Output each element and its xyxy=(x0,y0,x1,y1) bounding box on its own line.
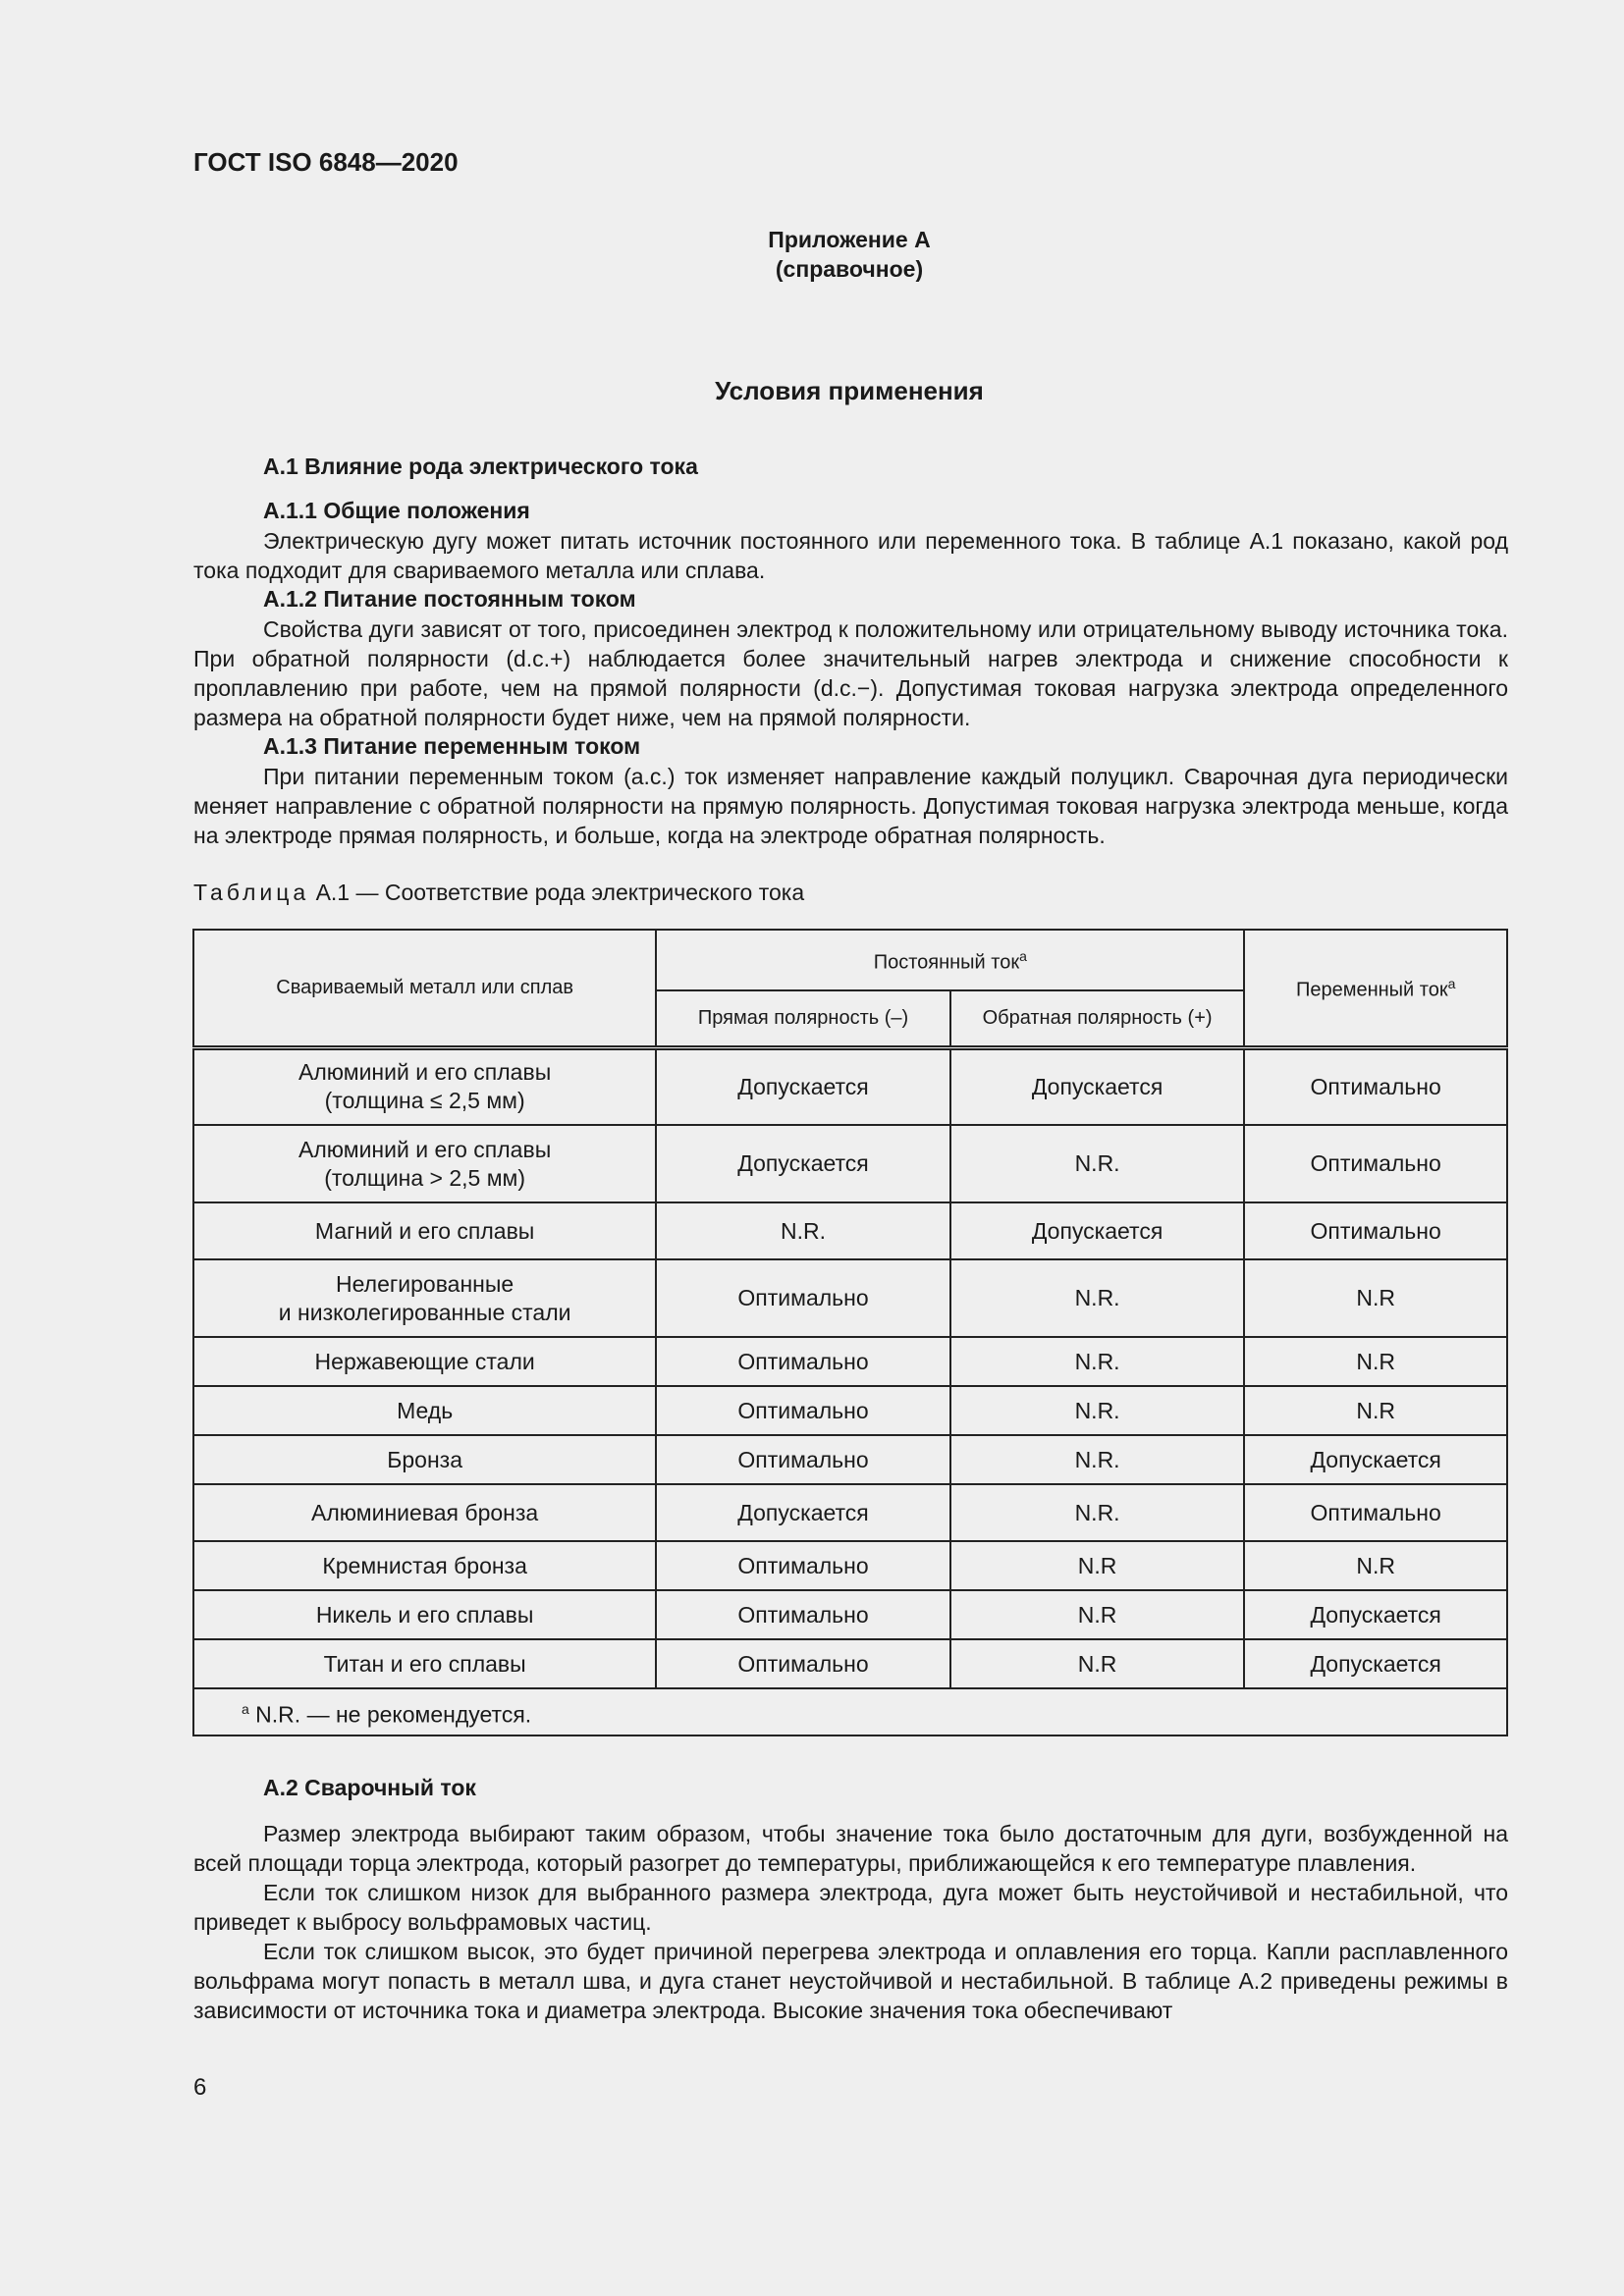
cell-dc-reverse: N.R xyxy=(950,1639,1245,1688)
cell-dc-straight: Допускается xyxy=(656,1484,950,1541)
table-caption xyxy=(193,880,804,906)
cell-metal-line1: Титан и его сплавы xyxy=(323,1650,526,1677)
cell-dc-reverse: N.R. xyxy=(950,1386,1245,1435)
cell-ac: Допускается xyxy=(1244,1590,1507,1639)
cell-dc-reverse: N.R. xyxy=(950,1484,1245,1541)
footnote-marker: a xyxy=(1019,948,1027,965)
cell-dc-straight: N.R. xyxy=(656,1202,950,1259)
cell-dc-reverse: N.R. xyxy=(950,1125,1245,1202)
table-caption-prefix: Таблица xyxy=(193,880,310,905)
header-dc-label: Постоянный ток xyxy=(873,951,1020,974)
document-code: ГОСТ ISO 6848—2020 xyxy=(193,147,459,177)
cell-ac: N.R xyxy=(1244,1337,1507,1386)
table-row xyxy=(193,1386,1507,1435)
cell-dc-reverse: Допускается xyxy=(950,1202,1245,1259)
paragraph: Размер электрода выбирают таким образом, чтобы значение тока было достаточным для дуги, возбужденной на всей площади торца электрода, который разогрет до температуры, приближающейся к его температуре плавления. xyxy=(193,1821,1508,1876)
cell-metal xyxy=(193,1435,656,1484)
section-a12-heading: А.1.2 Питание постоянным током xyxy=(263,586,636,612)
header-dc-reverse: Обратная полярность (+) xyxy=(950,990,1245,1047)
table-row xyxy=(193,1202,1507,1259)
cell-metal-line1: Алюминий и его сплавы xyxy=(298,1059,552,1086)
cell-metal xyxy=(193,1202,656,1259)
section-a13-text xyxy=(193,762,1508,850)
table-body xyxy=(193,1047,1507,1688)
cell-metal-line2: (толщина ≤ 2,5 мм) xyxy=(324,1088,525,1114)
cell-dc-straight: Оптимально xyxy=(656,1541,950,1590)
header-dc-straight: Прямая полярность (–) xyxy=(656,990,950,1047)
paragraph: При питании переменным током (a.c.) ток изменяет направление каждый полуцикл. Сварочная дуга периодически меняет направление с обратной полярности на прямую полярность. Допустимая токовая нагрузка электрода меньше, когда на электроде прямая полярность, и больше, когда на электроде обратная полярность. xyxy=(193,764,1508,848)
cell-metal xyxy=(193,1337,656,1386)
table-caption-text: А.1 — Соответствие рода электрического тока xyxy=(309,880,805,905)
header-dc xyxy=(656,930,1244,990)
cell-metal xyxy=(193,1639,656,1688)
cell-metal xyxy=(193,1386,656,1435)
cell-metal xyxy=(193,1125,656,1202)
cell-metal-line2: (толщина > 2,5 мм) xyxy=(324,1164,526,1191)
table-row xyxy=(193,1259,1507,1337)
section-a2-heading: А.2 Сварочный ток xyxy=(263,1775,476,1800)
cell-ac: N.R xyxy=(1244,1541,1507,1590)
table-row xyxy=(193,1047,1507,1125)
cell-metal-line1: Никель и его сплавы xyxy=(315,1601,534,1628)
cell-metal-line1: Нержавеющие стали xyxy=(314,1348,535,1374)
cell-dc-reverse: N.R xyxy=(950,1590,1245,1639)
section-a13-heading: А.1.3 Питание переменным током xyxy=(263,733,641,759)
cell-dc-reverse: Допускается xyxy=(950,1047,1245,1125)
section-a12-text xyxy=(193,614,1508,732)
cell-ac: Допускается xyxy=(1244,1639,1507,1688)
cell-metal-line1: Алюминий и его сплавы xyxy=(298,1136,552,1162)
cell-dc-straight: Оптимально xyxy=(656,1435,950,1484)
table-row xyxy=(193,1484,1507,1541)
footnote-marker: a xyxy=(1447,976,1456,992)
page-number: 6 xyxy=(193,2074,207,2101)
cell-ac: Допускается xyxy=(1244,1435,1507,1484)
section-a1-heading: А.1 Влияние рода электрического тока xyxy=(263,454,698,479)
section-a11-heading: А.1.1 Общие положения xyxy=(263,498,530,523)
cell-dc-straight: Оптимально xyxy=(656,1259,950,1337)
cell-dc-straight: Допускается xyxy=(656,1047,950,1125)
table-row xyxy=(193,1541,1507,1590)
footnote-text: N.R. — не рекомендуется. xyxy=(248,1701,532,1728)
cell-metal-line1: Магний и его сплавы xyxy=(314,1217,535,1244)
table-row xyxy=(193,1590,1507,1639)
cell-dc-reverse: N.R. xyxy=(950,1337,1245,1386)
cell-metal-line1: Бронза xyxy=(387,1446,462,1472)
cell-metal-line1: Нелегированные xyxy=(336,1270,514,1297)
current-type-table xyxy=(192,929,1508,1736)
cell-dc-reverse: N.R. xyxy=(950,1435,1245,1484)
footnote-marker: a xyxy=(242,1700,249,1717)
cell-ac: N.R xyxy=(1244,1386,1507,1435)
header-ac xyxy=(1244,930,1507,1047)
paragraph: Свойства дуги зависят от того, присоединен электрод к положительному или отрицательному выводу источника тока. При обратной полярности (d.c.+) наблюдается более значительный нагрев электрода и снижение способности к проплавлению при работе, чем на прямой полярности (d.c.−). Допустимая токовая нагрузка электрода определенного размера на обратной полярности будет ниже, чем на прямой полярности. xyxy=(193,616,1508,730)
cell-dc-straight: Оптимально xyxy=(656,1639,950,1688)
cell-dc-straight: Оптимально xyxy=(656,1590,950,1639)
table-row xyxy=(193,1435,1507,1484)
cell-ac: Оптимально xyxy=(1244,1125,1507,1202)
annex-title: Приложение А xyxy=(768,227,931,252)
cell-ac: Оптимально xyxy=(1244,1202,1507,1259)
cell-metal xyxy=(193,1484,656,1541)
cell-metal xyxy=(193,1047,656,1125)
annex-type: (справочное) xyxy=(775,256,924,282)
cell-dc-straight: Оптимально xyxy=(656,1337,950,1386)
annex-name: Условия применения xyxy=(715,376,984,405)
paragraph: Если ток слишком высок, это будет причиной перегрева электрода и оплавления его торца. Капли расплавленного вольфрама могут попасть в металл шва, и дуга станет неустойчивой и нестабильной. В таблице А.2 приведены режимы в зависимости от источника тока и диаметра электрода. Высокие значения тока обеспечивают xyxy=(193,1939,1508,2023)
cell-metal-line1: Алюминиевая бронза xyxy=(311,1499,539,1525)
cell-dc-straight: Оптимально xyxy=(656,1386,950,1435)
cell-metal xyxy=(193,1541,656,1590)
section-a11-text xyxy=(193,526,1508,585)
cell-ac: N.R xyxy=(1244,1259,1507,1337)
header-ac-label: Переменный ток xyxy=(1295,980,1448,1002)
cell-metal xyxy=(193,1259,656,1337)
cell-ac: Оптимально xyxy=(1244,1047,1507,1125)
header-metal: Свариваемый металл или сплав xyxy=(193,930,656,1047)
section-a2-text xyxy=(193,1819,1508,2025)
cell-metal-line2: и низколегированные стали xyxy=(278,1299,571,1325)
paragraph: Если ток слишком низок для выбранного размера электрода, дуга может быть неустойчивой и нестабильной, что приведет к выбросу вольфрамовых частиц. xyxy=(193,1880,1508,1935)
paragraph: Электрическую дугу может питать источник постоянного или переменного тока. В таблице А.1 показано, какой род тока подходит для свариваемого металла или сплава. xyxy=(193,528,1508,583)
cell-metal xyxy=(193,1590,656,1639)
cell-dc-reverse: N.R. xyxy=(950,1259,1245,1337)
cell-metal-line1: Кремнистая бронза xyxy=(322,1552,527,1578)
cell-metal-line1: Медь xyxy=(397,1397,454,1423)
table-row xyxy=(193,1125,1507,1202)
cell-dc-reverse: N.R xyxy=(950,1541,1245,1590)
table-row xyxy=(193,1337,1507,1386)
cell-dc-straight: Допускается xyxy=(656,1125,950,1202)
table-row xyxy=(193,1639,1507,1688)
cell-ac: Оптимально xyxy=(1244,1484,1507,1541)
table-footnote xyxy=(193,1688,1507,1735)
